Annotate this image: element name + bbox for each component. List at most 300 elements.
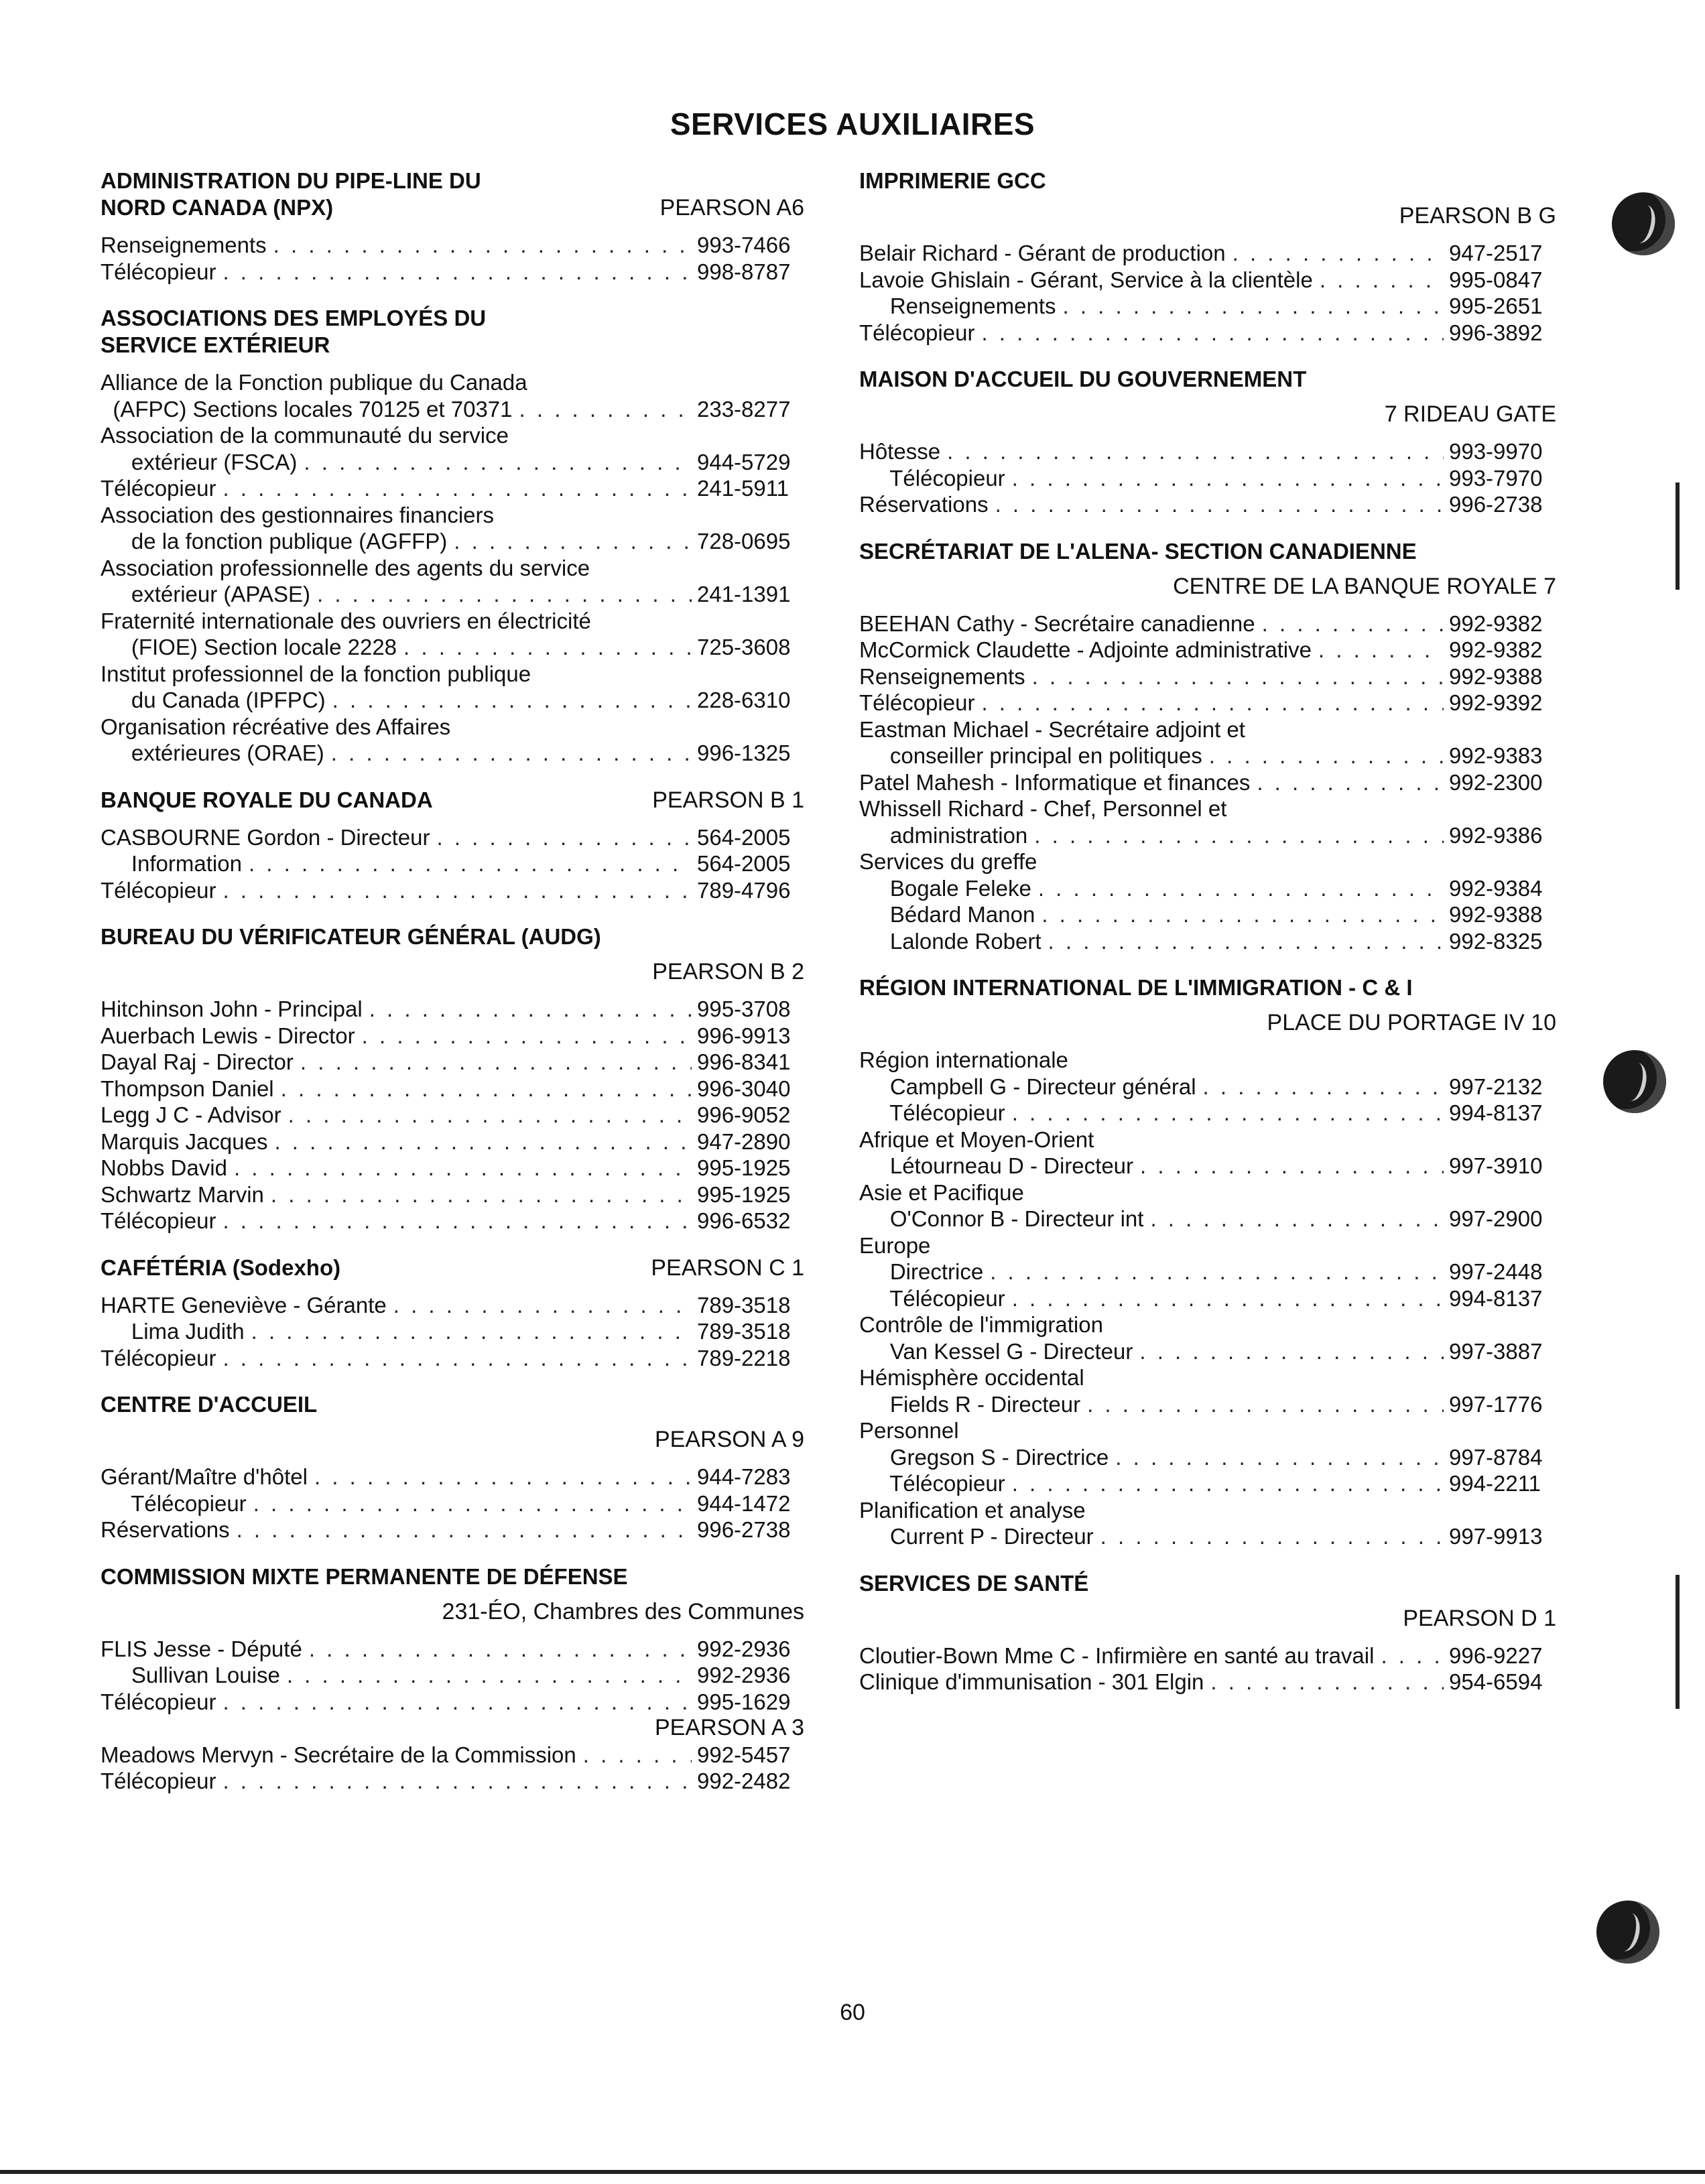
directory-entry [101,634,804,661]
section-location: PLACE DU PORTAGE IV 10 [1267,1010,1556,1035]
directory-entry [859,1497,1556,1524]
entry-phone: 997-9913 [1449,1524,1543,1549]
dot-leader [223,475,692,502]
directory-entry [859,1100,1556,1127]
dot-leader [1115,1444,1444,1471]
entry-phone: 789-3518 [697,1319,791,1344]
entry-phone: 996-9227 [1449,1643,1543,1668]
entry-list [101,996,804,1234]
entry-label: Association de la communauté du service [101,423,509,448]
section-header [101,1563,804,1590]
entry-label: Télécopieur [101,1490,247,1516]
directory-entry [101,502,804,529]
directory-entry [101,687,804,714]
binder-hole-icon [1603,1050,1666,1113]
entry-phone: 728-0695 [697,529,791,554]
entry-phone: 944-5729 [697,449,791,474]
entry-list [101,1464,804,1543]
entry-phone: 241-5911 [697,476,790,501]
entry-phone: 996-6532 [697,1208,791,1233]
section-commission-mixte-permanente-de-defense [101,1563,804,1795]
entry-list [101,1292,804,1372]
entry-phone: 997-1776 [1449,1391,1543,1417]
section-header [101,1391,804,1418]
directory-entry [859,928,1556,955]
dot-leader [331,740,692,767]
directory-entry [859,1285,1556,1312]
directory-entry [101,369,804,396]
dot-leader [583,1742,692,1769]
entry-label: Nobbs David [101,1155,227,1180]
entry-phone: 993-9970 [1449,439,1543,464]
section-header [859,1570,1556,1597]
entry-phone: 947-2890 [697,1129,791,1154]
entry-phone: 564-2005 [697,824,791,850]
section-location: PEARSON A 9 [655,1427,804,1452]
entry-phone: 992-9388 [1449,663,1543,689]
directory-entry [101,608,804,635]
entry-label: Meadows Mervyn - Secrétaire de la Commission [101,1742,576,1767]
section-header [859,974,1556,1001]
entry-label: Lalonde Robert [859,928,1041,954]
section-title: ASSOCIATIONS DES EMPLOYÉS DU SERVICE EXTÉRIEUR [101,306,487,357]
directory-entry [859,320,1556,346]
directory-entry [101,824,804,851]
directory-entry [101,1715,804,1742]
dot-leader [237,1517,692,1543]
entry-label: Télécopieur [859,1100,1005,1125]
entry-list [859,240,1556,346]
dot-leader [369,996,692,1023]
section-title: SECRÉTARIAT DE L'ALENA- SECTION CANADIENNE [859,538,1417,564]
section-administration-du-pipe-line-du-nord-cana [101,168,804,285]
directory-entry [859,663,1556,690]
entry-label: Télécopieur [101,877,216,903]
dot-leader [223,877,692,904]
dot-leader [1257,769,1444,796]
directory-entry [859,822,1556,849]
entry-label: Télécopieur [859,465,1005,491]
directory-entry [859,848,1556,875]
entry-label: Alliance de la Fonction publique du Canada [101,370,527,395]
directory-entry [101,1318,804,1345]
entry-label: Renseignements [101,233,267,257]
directory-entry [101,1076,804,1102]
entry-phone: 996-9052 [697,1102,791,1127]
directory-entry [101,740,804,767]
dot-leader [1150,1206,1444,1232]
directory-entry [859,611,1556,637]
entry-phone: 996-2738 [697,1517,791,1542]
directory-entry [101,1023,804,1049]
dot-leader [947,438,1444,465]
entry-phone: 996-2738 [1449,492,1543,517]
entry-label: Télécopieur [101,1208,216,1233]
section-title: BANQUE ROYALE DU CANADA [101,787,433,812]
directory-entry [859,1643,1556,1669]
directory-entry [101,1517,804,1543]
dot-leader [332,687,692,714]
entry-label: HARTE Geneviève - Gérante [101,1292,387,1318]
entry-phone: 789-3518 [697,1292,791,1318]
directory-entry [101,1155,804,1181]
entry-phone: 995-1629 [697,1689,791,1714]
entry-phone: 992-9382 [1449,637,1543,662]
entry-label: Renseignements [859,294,1056,318]
entry-label: extérieur (FSCA) [101,449,298,474]
entry-phone: 994-8137 [1449,1285,1543,1311]
dot-leader [223,1689,692,1716]
directory-entry [859,267,1556,294]
directory-entry [101,1636,804,1663]
directory-entry [859,795,1556,822]
entry-phone: 998-8787 [697,259,791,284]
dot-leader [288,1102,692,1129]
entry-label: Télécopieur [101,1345,216,1370]
entry-phone: 995-3708 [697,997,791,1021]
entry-phone: 233-8277 [697,396,791,422]
entry-label: Hémisphère occidental [859,1365,1084,1390]
directory-entry [859,240,1556,267]
entry-phone: 944-1472 [697,1490,791,1516]
entry-label: Région internationale [859,1047,1068,1072]
section-secretariat-de-l-alena-section-canadienn [859,538,1556,955]
entry-label: McCormick Claudette - Adjointe administrative [859,637,1312,662]
directory-entry [859,743,1556,769]
entry-label: FLIS Jesse - Député [101,1636,302,1661]
section-header [859,168,1556,194]
directory-entry [101,1768,804,1795]
entry-phone: 997-2448 [1449,1259,1543,1284]
entry-list [859,611,1556,955]
section-title: CENTRE D'ACCUEIL [101,1392,318,1417]
directory-entry [101,581,804,608]
section-imprimerie-gcc [859,168,1556,346]
entry-phone: 996-9913 [697,1023,791,1048]
directory-entry [101,661,804,688]
dot-leader [249,850,692,877]
entry-list [101,1636,804,1795]
dot-leader [309,1636,692,1663]
dot-leader [393,1292,692,1319]
directory-entry [101,475,804,502]
dot-leader [1320,267,1444,294]
entry-label: Renseignements [859,663,1025,689]
dot-leader [287,1662,692,1689]
directory-entry [101,1490,804,1517]
entry-phone: 992-9388 [1449,902,1543,927]
entry-label: Télécopieur [859,320,975,345]
entry-label: Current P - Directeur [859,1524,1094,1549]
entry-label: administration [859,822,1028,848]
dot-leader [1063,293,1444,320]
directory-entry [101,1129,804,1155]
entry-label: Hôtesse [859,439,941,464]
section-title: IMPRIMERIE GCC [859,168,1046,193]
section-header [101,787,804,814]
dot-leader [1012,465,1444,492]
section-location: PEARSON C 1 [651,1255,804,1281]
entry-phone: 992-9383 [1449,743,1543,768]
entry-label: Institut professionnel de la fonction publique [101,661,531,686]
binder-hole-icon [1612,192,1675,255]
dot-leader [234,1155,692,1181]
entry-list [859,438,1556,518]
entry-label: CASBOURNE Gordon - Directeur [101,824,430,850]
dot-leader [251,1318,692,1345]
section-location: 231-ÉO, Chambres des Communes [442,1598,804,1624]
section-banque-royale-du-canada [101,787,804,904]
directory-entry [859,1470,1556,1497]
section-associations-des-employes-du-service-ext [101,305,804,767]
entry-phone: 564-2005 [697,851,791,876]
dot-leader [454,528,692,555]
dot-leader [1012,1470,1444,1497]
entry-label: Télécopieur [101,259,216,284]
entry-label: Létourneau D - Directeur [859,1153,1134,1178]
directory-entry [101,877,804,904]
dot-leader [281,1076,692,1102]
binder-hole-icon [1596,1901,1659,1964]
dot-leader [274,1129,692,1155]
entry-label: Bogale Feleke [859,875,1031,901]
directory-entry [101,232,804,259]
section-header [859,366,1556,393]
entry-list [101,369,804,767]
directory-entry [859,1179,1556,1206]
entry-label: Planification et analyse [859,1497,1086,1523]
dot-leader [1381,1643,1444,1669]
entry-label: du Canada (IPFPC) [101,688,326,712]
page-title: SERVICES AUXILIAIRES [670,107,1035,141]
entry-label: Schwartz Marvin [101,1181,264,1207]
directory-entry [101,422,804,449]
dot-leader [1034,822,1444,849]
section-location: 7 RIDEAU GATE [1384,401,1556,427]
entry-list [101,232,804,285]
directory-entry [859,293,1556,320]
dot-leader [1041,901,1444,928]
directory-entry [859,637,1556,663]
directory-entry [859,690,1556,716]
dot-leader [1203,1074,1444,1100]
entry-phone: 996-1325 [697,741,791,765]
dot-leader [981,690,1444,716]
entry-label: Télécopieur [859,1285,1005,1311]
directory-entry [859,1311,1556,1338]
section-title: ADMINISTRATION DU PIPE-LINE DU NORD CANADA (NPX) [101,168,481,220]
dot-leader [1140,1153,1444,1179]
directory-entry [101,1662,804,1689]
section-title: COMMISSION MIXTE PERMANENTE DE DÉFENSE [101,1563,628,1589]
entry-phone: PEARSON A 3 [655,1715,804,1740]
dot-leader [223,259,692,285]
entry-label: Association professionnelle des agents du service [101,555,590,580]
entry-label: Gregson S - Directrice [859,1444,1109,1470]
dot-leader [271,1181,692,1208]
entry-label: Marquis Jacques [101,1129,268,1154]
dot-leader [304,449,692,476]
entry-phone: 992-2300 [1449,769,1543,795]
dot-leader [1262,611,1444,637]
entry-label: Whissell Richard - Chef, Personnel et [859,796,1227,821]
entry-phone: 996-8341 [697,1049,791,1074]
section-title: SERVICES DE SANTÉ [859,1570,1089,1596]
page-bottom-edge [0,2170,1705,2174]
entry-label: Gérant/Maître d'hôtel [101,1464,308,1489]
entry-label: Lima Judith [101,1319,245,1344]
entry-label: Lavoie Ghislain - Gérant, Service à la clientèle [859,267,1313,292]
entry-phone: 997-3910 [1449,1153,1543,1178]
dot-leader [362,1023,692,1049]
entry-phone: 789-2218 [697,1345,791,1370]
entry-phone: 997-2900 [1449,1206,1543,1231]
entry-phone: 995-1925 [697,1155,791,1180]
dot-leader [1233,240,1444,267]
entry-label: Auerbach Lewis - Director [101,1023,355,1048]
section-title: BUREAU DU VÉRIFICATEUR GÉNÉRAL (AUDG) [101,924,601,949]
entry-label: Belair Richard - Gérant de production [859,241,1226,265]
directory-entry [859,491,1556,518]
directory-entry [101,1292,804,1319]
directory-entry [859,1127,1556,1153]
entry-label: Europe [859,1232,931,1258]
entry-label: Cloutier-Bown Mme C - Infirmière en santé au travail [859,1643,1375,1668]
right-column [859,168,1556,1716]
dot-leader [223,1345,692,1372]
dot-leader [1100,1523,1444,1550]
entry-label: Contrôle de l'immigration [859,1312,1103,1337]
entry-label: Télécopieur [101,1769,216,1793]
directory-entry [101,1464,804,1490]
directory-entry [101,1102,804,1129]
entry-label: conseiller principal en politiques [859,743,1202,768]
entry-label: Télécopieur [101,476,216,501]
entry-phone: 228-6310 [697,688,791,712]
entry-phone: 993-7970 [1449,465,1543,491]
dot-leader [1318,637,1444,663]
entry-label: (AFPC) Sections locales 70125 et 70371 [101,396,513,422]
section-header [101,1255,804,1281]
entry-label: Organisation récréative des Affaires [101,714,451,739]
entry-phone: 997-8784 [1449,1444,1543,1470]
entry-label: Afrique et Moyen-Orient [859,1127,1094,1152]
page-number: 60 [840,2000,865,2025]
section-maison-d-accueil-du-gouvernement [859,366,1556,518]
directory-entry [859,1444,1556,1471]
dot-leader [253,1490,692,1517]
dot-leader [1012,1100,1444,1127]
directory-entry [859,1206,1556,1232]
entry-label: Bédard Manon [859,902,1035,927]
entry-phone: 992-9392 [1449,690,1543,715]
section-region-international-de-l-immigration-c- [859,974,1556,1550]
left-column [101,168,804,1815]
directory-entry [101,1345,804,1372]
section-header [101,168,804,221]
section-cafeteria-sodexho [101,1255,804,1372]
entry-list [859,1047,1556,1550]
section-title: RÉGION INTERNATIONAL DE L'IMMIGRATION - C & I [859,975,1413,1000]
entry-label: Campbell G - Directeur général [859,1074,1196,1099]
directory-entry [101,555,804,582]
directory-entry [859,1391,1556,1418]
entry-label: Directrice [859,1259,984,1284]
directory-entry [101,449,804,476]
entry-label: Fraternité internationale des ouvriers en électricité [101,608,591,633]
dot-leader [273,232,692,259]
entry-phone: 944-7283 [697,1464,791,1489]
directory-entry [101,1689,804,1716]
section-header [101,305,804,359]
section-location: PEARSON B G [1399,203,1556,229]
dot-leader [1048,928,1444,955]
entry-phone: 996-3040 [697,1076,791,1101]
entry-phone: 954-6594 [1449,1669,1543,1694]
directory-entry [859,875,1556,902]
directory-entry [101,850,804,877]
entry-phone: 992-9384 [1449,875,1543,901]
entry-label: Personnel [859,1418,959,1443]
dot-leader [519,396,692,423]
section-centre-d-accueil [101,1391,804,1543]
entry-phone: 992-2936 [697,1663,791,1687]
entry-label: extérieur (APASE) [101,582,310,606]
entry-label: Télécopieur [859,690,975,715]
directory-entry [859,769,1556,796]
directory-entry [859,1047,1556,1074]
entry-label: Sullivan Louise [101,1663,280,1687]
dot-leader [1087,1391,1444,1418]
entry-phone: 947-2517 [1449,241,1543,265]
entry-phone: 995-1925 [697,1181,791,1207]
directory-entry [101,714,804,741]
entry-phone: 993-7466 [697,233,791,257]
entry-phone: 789-4796 [697,877,791,903]
entry-label: Eastman Michael - Secrétaire adjoint et [859,716,1245,742]
entry-label: Clinique d'immunisation - 301 Elgin [859,1669,1204,1694]
section-location: PEARSON B 2 [652,959,804,984]
entry-label: Thompson Daniel [101,1076,274,1101]
directory-entry [101,528,804,555]
dot-leader [314,1464,692,1490]
entry-label: O'Connor B - Directeur int [859,1206,1144,1231]
entry-phone: 996-3892 [1449,320,1543,345]
entry-phone: 994-8137 [1449,1100,1543,1125]
entry-list [859,1643,1556,1695]
entry-label: Fields R - Directeur [859,1391,1081,1417]
dot-leader [223,1208,692,1234]
entry-phone: 995-0847 [1449,267,1543,292]
entry-label: Télécopieur [101,1689,216,1714]
section-bureau-du-verificateur-general-audg [101,923,804,1234]
dot-leader [1210,1669,1444,1695]
page-edge-mark [1676,483,1680,590]
entry-phone: 997-2132 [1449,1074,1543,1099]
entry-label: Services du greffe [859,849,1037,874]
dot-leader [403,634,692,661]
entry-label: Information [101,851,242,876]
page-edge-mark [1676,1575,1680,1709]
directory-entry [859,1232,1556,1259]
dot-leader [300,1049,692,1076]
entry-label: Hitchinson John - Principal [101,997,363,1021]
section-header [859,538,1556,565]
dot-leader [1012,1285,1444,1312]
directory-entry [859,1669,1556,1695]
dot-leader [995,491,1444,518]
directory-entry [859,1074,1556,1100]
